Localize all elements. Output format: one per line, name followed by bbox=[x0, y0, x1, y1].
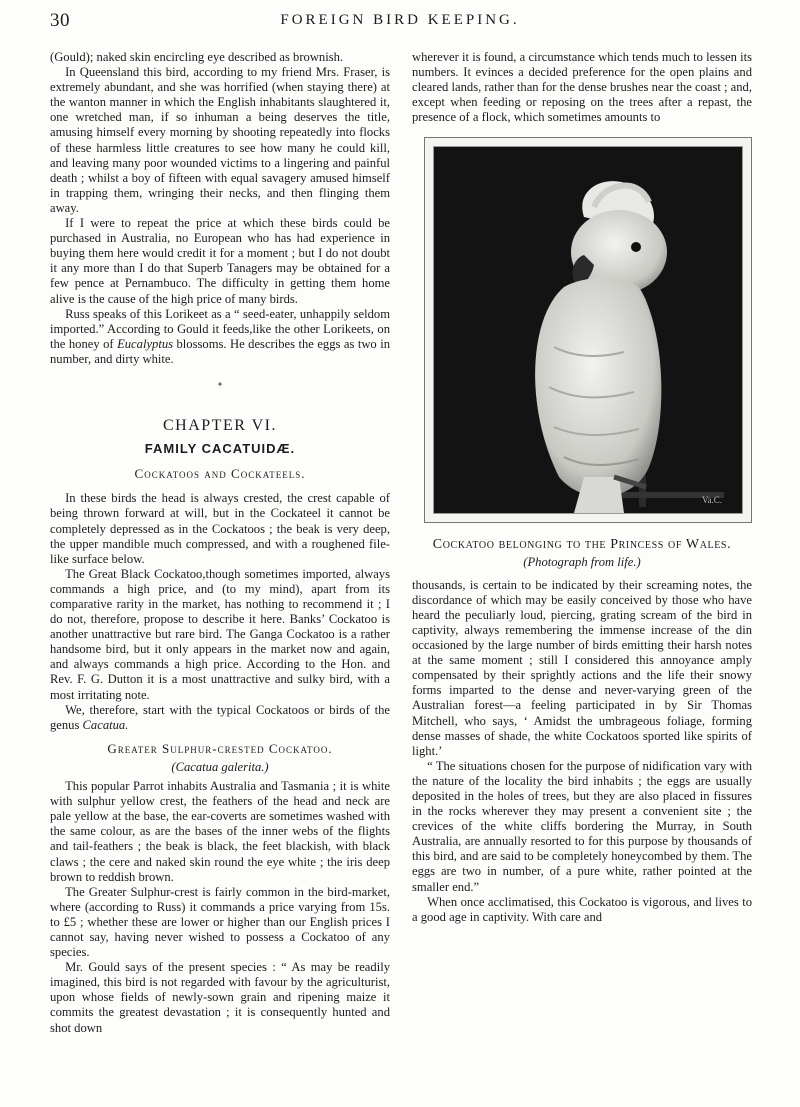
paragraph: (Gould); naked skin encircling eye described as brownish. bbox=[50, 50, 344, 64]
paragraph: When once acclimatised, this Cockatoo is vigorous, and lives to a good age in captivity. With care and bbox=[412, 894, 752, 924]
left-column bbox=[50, 50, 390, 1036]
paragraph: Mr. Gould says of the present species : “ As may be readily imagined, this bird is not regarded with favour by the agriculturist, upon whose fields of newly-sown grain and ripening maize it commits the greatest devastation ; it is consequently hunted and shot down bbox=[50, 960, 390, 1035]
paragraph: thousands, is certain to be indicated by their screaming notes, the discordance of which may be easily conceived by those who have heard the peculiarly loud, piercing, grating scream of the bird in captivity, always remembering the immense increase of the din occasioned by the large number of birds emitting their harsh notes at the same moment ; still I considered this annoyance amply compensated by their sprightly actions and the life their snowy forms imparted to the dense and never-varying green of the Australian forest—a feeling participated in by Sir Thomas Mitchell, who says, ‘ Amidst the umbrageous foliage, forming dense masses of shade, the white Cockatoos sported like spirits of light.’ bbox=[412, 577, 752, 758]
species-heading: Greater Sulphur-crested Cockatoo. bbox=[107, 740, 333, 756]
photo-frame bbox=[424, 137, 752, 523]
paragraph: wherever it is found, a circumstance which tends much to lessen its numbers. It evinces a decided preference for the open plains and cleared lands, rather than for the dense brushes near the coast ; and, except when feeding or reposing on the trees after a repast, the presence of a flock, which sometimes amounts to bbox=[412, 50, 752, 125]
paragraph: The Great Black Cockatoo,though sometimes imported, always commands a high price, and (to my mind), apart from its comparative rarity in the market, has nothing to recommend it ; I do not, therefore, propose to describe it here. Banks’ Cockatoo is another unattractive but rare bird. The Ganga Cockatoo is a rather handsome bird, but it only appears in the market now and again, and always commands a high price. According to the Hon. and Rev. F. G. Dutton it is a most unattractive and sulky bird, with a most irritating note. bbox=[50, 566, 390, 702]
family-title: FAMILY CACATUIDÆ. bbox=[144, 441, 296, 457]
cockatoo-illustration bbox=[434, 147, 742, 513]
photo-subcaption: (Photograph from life.) bbox=[523, 554, 641, 569]
paragraph: In these birds the head is always crested, the crest capable of being thrown forward at will, but in the Cockateel it cannot be completely depressed as in the Cockatoos ; the beak is very deep, the upper mandible much compressed, and with a roughened file-like surface below. bbox=[50, 491, 390, 566]
paragraph: If I were to repeat the price at which these birds could be purchased in Australia, no European who has had experience in buying them here would credit it for a moment ; but I do not doubt it any more than I do that Superb Tanagers may be obtained for a few pence at Pernambuco. The difficulty in getting them home alive is the cause of the high price of many birds. bbox=[50, 216, 390, 306]
right-column bbox=[412, 50, 752, 925]
text-run: Russ speaks of this Lorikeet as a “ seed-eater, unhappily seldom imported.” According to Gould it feeds,like the other Lorikeets, on the honey of bbox=[50, 306, 390, 351]
section-subtitle: Cockatoos and Cockateels. bbox=[134, 466, 306, 482]
running-head: FOREIGN BIRD KEEPING. bbox=[280, 12, 520, 28]
italic-term: Eucalyptus bbox=[117, 336, 174, 351]
text-run: We, therefore, start with the typical Cockatoos or birds of the genus bbox=[50, 702, 390, 732]
paragraph: This popular Parrot inhabits Australia and Tasmania ; it is white with sulphur yellow crest, the feathers of the head and neck are pale yellow at the base, the ear-coverts are sometimes washed with the same colour, as are the bases of the inner webs of the flights and tail-feathers ; the beak is black, the feet blackish, with black claws ; the cere and naked skin round the eye white ; the iris deep brown to reddish brown. bbox=[50, 779, 390, 884]
page-number: 30 bbox=[50, 10, 70, 31]
italic-term: Cacatua. bbox=[82, 717, 129, 732]
paragraph: “ The situations chosen for the purpose of nidification vary with the nature of the locality the bird inhabits ; the eggs are usually deposited in the holes of trees, but they are also placed in fissures in the rocks wherever they may present a convenient site ; the crevices of the white cliffs bordering the Murray, in South Australia, are annually resorted to for this purpose by thousands of this bird, and are said to be completely honeycombed by them. The eggs are two in number, of a pure white, rather pointed at the smaller end.” bbox=[412, 758, 752, 894]
paragraph: In Queensland this bird, according to my friend Mrs. Fraser, is extremely abundant, and she was horrified (when staying there) at the wanton manner in which the English inhabitants slaughtered it, one wretched man, if so inhuman a being deserves the title, amusing himself every morning by shooting repeatedly into flocks of these harmless little creatures to see how many he could kill, and leaving many poor wounded victims to a lingering and painful death ; whilst a boy of fifteen with equal savagery amused himself in trapping them, wringing their necks, and then flinging them away. bbox=[50, 65, 390, 215]
cockatoo-photograph bbox=[433, 146, 743, 514]
paragraph bbox=[50, 703, 390, 733]
section-divider: ✦ bbox=[216, 379, 224, 389]
chapter-title: CHAPTER VI. bbox=[163, 417, 277, 435]
paragraph: The Greater Sulphur-crest is fairly common in the bird-market, where (according to Russ) it commands a price varying from 15s. to £5 ; whether these are lower or higher than our English prices I cannot say, having never wished to possess a Cockatoo of any species. bbox=[50, 884, 390, 960]
latin-name: (Cacatua galerita.) bbox=[171, 759, 269, 774]
text-run: blossoms. He describes the eggs as two in number, and dirty white. bbox=[50, 336, 390, 366]
photo-signature: Va.C. bbox=[702, 495, 722, 506]
photo-caption: Cockatoo belonging to the Princess of Wales. bbox=[432, 537, 732, 553]
paragraph bbox=[50, 307, 390, 367]
